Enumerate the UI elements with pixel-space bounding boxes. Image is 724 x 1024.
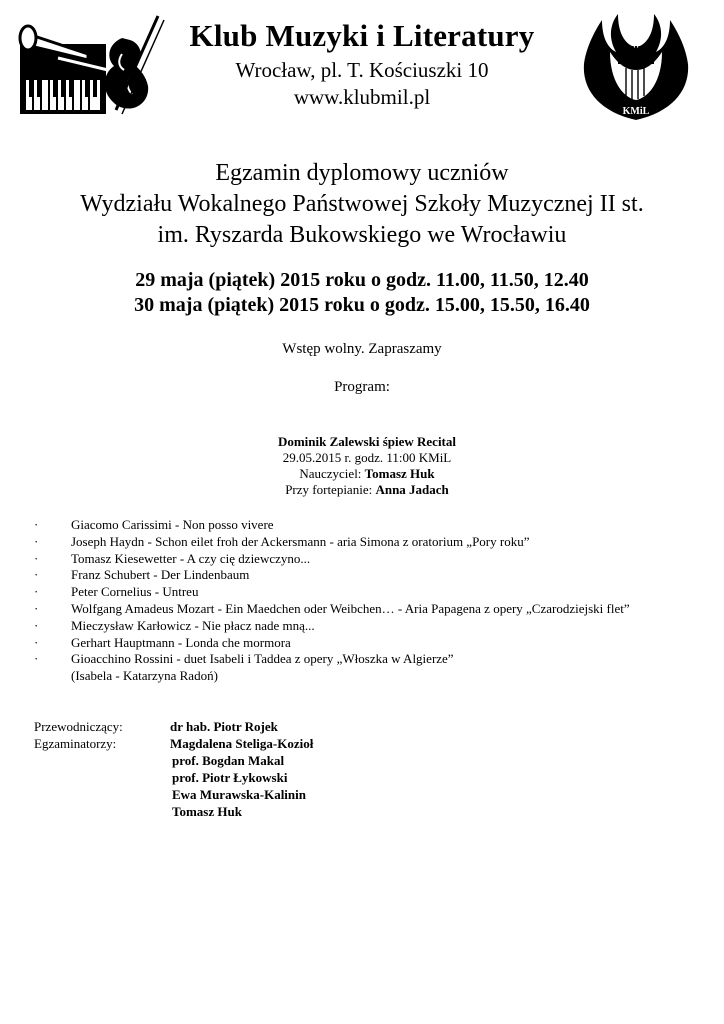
event-title-line-2: Wydziału Wokalnego Państwowej Szkoły Muzycznej II st. (80, 191, 644, 217)
event-title-line-1: Egzamin dyplomowy uczniów (215, 160, 509, 186)
bullet-icon: · (34, 550, 39, 566)
examiner-name: Tomasz Huk (172, 804, 242, 819)
entry-info: Wstęp wolny. Zapraszamy (282, 341, 442, 357)
bullet-icon: · (34, 600, 39, 616)
pianist-name: Anna Jadach (375, 482, 449, 497)
list-item (0, 651, 724, 668)
piece-text: Mieczysław Karłowicz - Nie płacz nade mną... (71, 617, 315, 633)
recital-date-time: 29.05.2015 r. godz. 11:00 KMiL (282, 450, 452, 465)
program-list (0, 517, 724, 685)
bullet-icon: · (34, 517, 39, 532)
club-website[interactable]: www.klubmil.pl (293, 85, 431, 109)
bullet-icon: · (34, 634, 39, 650)
list-item (0, 635, 724, 652)
event-date-1: 29 maja (piątek) 2015 roku o godz. 11.00, 11.50, 12.40 (135, 269, 589, 291)
list-item (0, 567, 724, 584)
bullet-icon: · (34, 567, 39, 583)
piece-text: Tomasz Kiesewetter - A czy cię dziewczyno... (71, 550, 311, 566)
committee-examiners-row (34, 735, 694, 820)
recital-info (0, 434, 724, 498)
piece-text: Peter Cornelius - Untreu (71, 584, 199, 600)
event-title-line-3: im. Ryszarda Bukowskiego we Wrocławiu (157, 222, 567, 248)
exam-committee (34, 718, 694, 820)
event-dates (0, 268, 724, 318)
club-title: Klub Muzyki i Literatury (189, 18, 535, 53)
examiners-label: Egzaminatorzy: (34, 736, 117, 751)
logo-letter-w: W (631, 40, 641, 50)
logo-text-kmil: KMiL (622, 106, 650, 117)
pianist-label: Przy fortepianie: (285, 482, 376, 497)
bullet-icon: · (34, 617, 39, 633)
bullet-icon: · (34, 584, 39, 600)
piece-text: Wolfgang Amadeus Mozart - Ein Maedchen oder Weibchen… - Aria Papagena z opery „Czarodziejski flet” (71, 600, 630, 616)
bullet-icon: · (34, 651, 39, 667)
examiner-name: prof. Piotr Łykowski (172, 770, 288, 785)
examiner-name: Ewa Murawska-Kalinin (172, 787, 306, 802)
recital-title: Dominik Zalewski śpiew Recital (277, 434, 457, 449)
piece-text: Joseph Haydn - Schon eilet froh der Ackersmann - aria Simona z oratorium „Pory roku” (71, 533, 530, 549)
examiner-name: Magdalena Steliga-Kozioł (170, 736, 314, 751)
list-item (0, 584, 724, 601)
examiner-name: prof. Bogdan Makal (172, 753, 285, 768)
chair-name: dr hab. Piotr Rojek (170, 719, 278, 734)
program-label: Program: (334, 379, 390, 395)
chair-names (170, 718, 278, 735)
teacher-name: Tomasz Huk (364, 466, 435, 481)
lyre-flame-logo-icon (580, 12, 692, 122)
piece-text: Giacomo Carissimi - Non posso vivere (71, 517, 274, 532)
club-address: Wrocław, pl. T. Kościuszki 10 (235, 58, 489, 82)
recital-pianist (0, 482, 724, 498)
teacher-label: Nauczyciel: (299, 466, 365, 481)
list-item (0, 551, 724, 568)
list-item (0, 618, 724, 635)
committee-chair-row (34, 718, 694, 735)
examiners-list (170, 735, 313, 820)
piece-text: Gerhart Hauptmann - Londa che mormora (71, 634, 291, 650)
event-date-2: 30 maja (piątek) 2015 roku o godz. 15.00, 15.50, 16.40 (134, 294, 590, 316)
piece-text: Gioacchino Rossini - duet Isabeli i Taddea z opery „Włoszka w Algierze” (71, 651, 454, 667)
recital-teacher (0, 466, 724, 482)
chair-label: Przewodniczący: (34, 719, 123, 734)
list-item (0, 517, 724, 534)
bullet-icon: · (34, 533, 39, 549)
event-title (0, 158, 724, 251)
piece-text: Franz Schubert - Der Lindenbaum (71, 567, 250, 583)
cast-note: (Isabela - Katarzyna Radoń) (71, 668, 218, 684)
list-item (0, 534, 724, 551)
list-item (0, 601, 724, 618)
header (0, 0, 724, 130)
